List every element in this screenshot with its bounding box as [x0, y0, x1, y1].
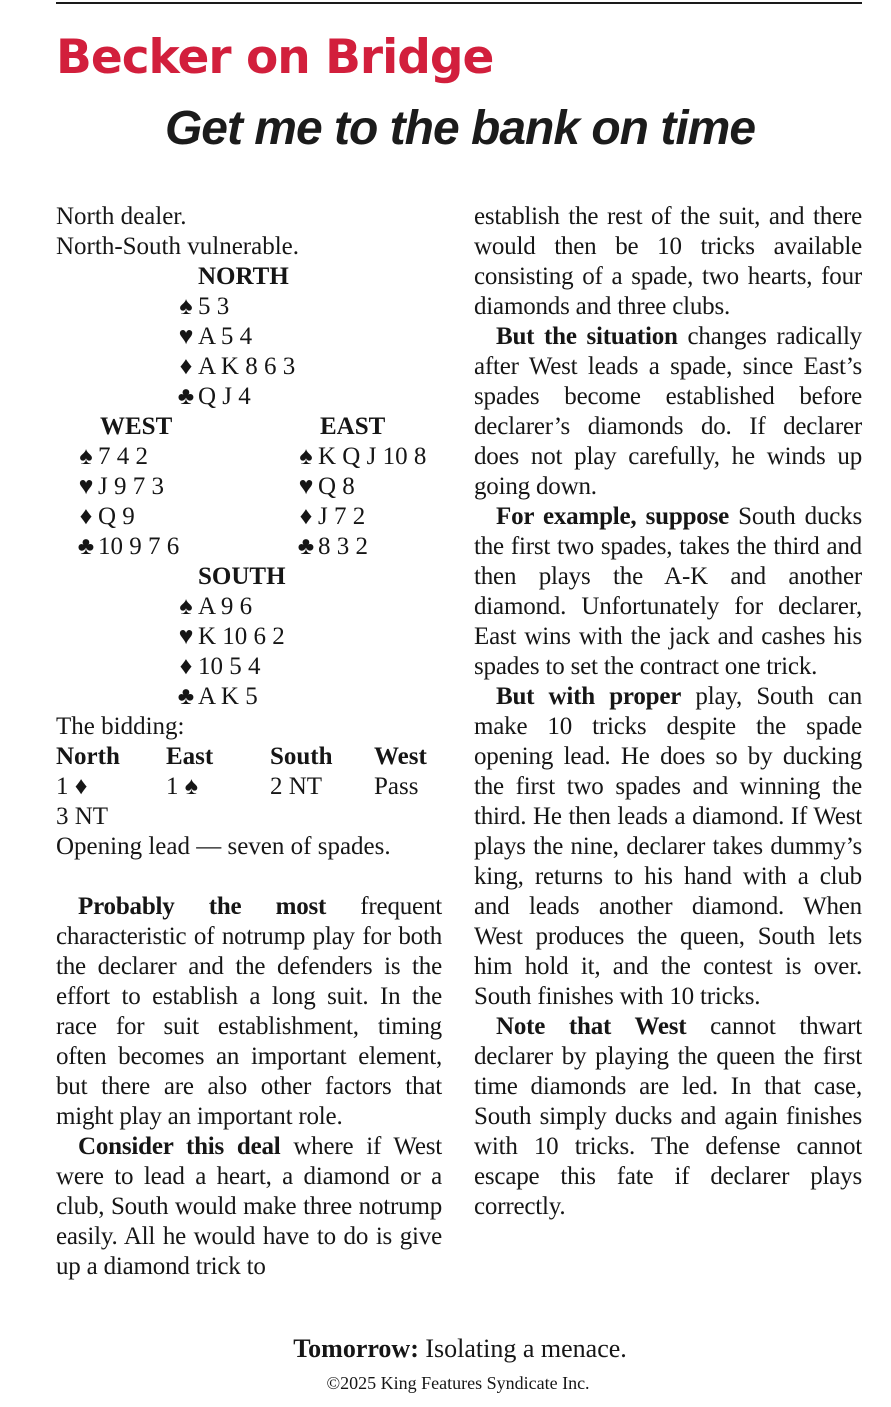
north-spades: ♠ 5 3	[174, 292, 229, 322]
opening-lead: Opening lead — seven of spades.	[56, 833, 391, 860]
spade-icon: ♠	[179, 593, 193, 620]
spade-icon: ♠	[179, 293, 193, 320]
bidding-header-south: South	[270, 743, 333, 770]
bid-north-1: 1 ♦	[56, 773, 88, 800]
south-hearts: ♥ K 10 6 2	[174, 622, 285, 652]
club-icon: ♣	[77, 533, 95, 560]
club-icon: ♣	[297, 533, 315, 560]
paragraph: Note that West cannot thwart declarer by playing the queen the first time diamonds are led. In that case, South simply ducks and again finishes with 10 tricks. The defense cannot escape this fate if declarer plays correctly.	[474, 1013, 862, 1220]
bidding-title: The bidding:	[56, 713, 185, 740]
spade-icon: ♠	[79, 443, 93, 470]
heart-icon: ♥	[78, 473, 94, 500]
bid-north-2: 3 NT	[56, 803, 109, 830]
copyright: ©2025 King Features Syndicate Inc.	[326, 1373, 590, 1393]
east-diamonds: ♦ J 7 2	[294, 502, 365, 532]
heart-icon: ♥	[178, 623, 194, 650]
west-hearts: ♥ J 9 7 3	[74, 472, 164, 502]
heart-icon: ♥	[178, 323, 194, 350]
column-masthead: Becker on Bridge	[56, 30, 494, 85]
east-clubs: ♣ 8 3 2	[294, 532, 368, 562]
diamond-icon: ♦	[299, 503, 313, 530]
paragraph: Probably the most frequent characteristic of notrump play for both the declarer and the defenders is the effort to establish a long suit. In the race for suit establishment, timing often becomes an important element, but there are also other factors that might play an important role.	[56, 893, 442, 1130]
south-spades: ♠ A 9 6	[174, 592, 252, 622]
west-clubs: ♣ 10 9 7 6	[74, 532, 179, 562]
paragraph: But with proper play, South can make 10 tricks despite the spade opening lead. He does so by ducking the first two spades and winning the third. He then leads a diamond. If West plays the nine, declarer takes dummy’s king, returns to his hand with a club and leads another diamond. When West produces the queen, South lets him hold it, and the contest is over. South finishes with 10 tricks.	[474, 683, 863, 1010]
bid-east-1: 1 ♠	[166, 773, 199, 800]
tomorrow-teaser: Tomorrow: Isolating a menace.	[293, 1334, 627, 1363]
left-column-text	[56, 892, 442, 1282]
west-label: WEST	[100, 413, 173, 440]
bid-west-1: Pass	[374, 773, 419, 800]
paragraph-continuation: establish the rest of the suit, and there would then be 10 tricks available consisting of a spade, two hearts, four diamonds and three clubs.	[474, 203, 862, 320]
right-column-text	[474, 202, 862, 1222]
north-diamonds: ♦ A K 8 6 3	[174, 352, 295, 382]
paragraph: Consider this deal where if West were to lead a heart, a diamond or a club, South would make three notrump easily. All he would have to do is give up a diamond trick to	[56, 1133, 442, 1280]
club-icon: ♣	[177, 683, 195, 710]
diamond-icon: ♦	[179, 653, 193, 680]
east-spades: ♠ K Q J 10 8	[294, 442, 426, 472]
bidding-header-east: East	[166, 743, 214, 770]
bid-south-1: 2 NT	[270, 773, 323, 800]
south-diamonds: ♦ 10 5 4	[174, 652, 261, 682]
north-label: NORTH	[198, 263, 289, 290]
bidding-header-west: West	[374, 743, 427, 770]
diamond-icon: ♦	[79, 503, 93, 530]
spade-icon: ♠	[299, 443, 313, 470]
dealer-line: North dealer.	[56, 203, 187, 230]
east-label: EAST	[320, 413, 386, 440]
paragraph: But the situation changes radically after West leads a spade, since East’s spades become established before declarer’s diamonds do. If declarer does not play carefully, he winds up going down.	[474, 323, 862, 500]
north-hearts: ♥ A 5 4	[174, 322, 252, 352]
south-label: SOUTH	[198, 563, 286, 590]
heart-icon: ♥	[298, 473, 314, 500]
north-clubs: ♣ Q J 4	[174, 382, 251, 412]
west-diamonds: ♦ Q 9	[74, 502, 135, 532]
east-hearts: ♥ Q 8	[294, 472, 355, 502]
club-icon: ♣	[177, 383, 195, 410]
south-clubs: ♣ A K 5	[174, 682, 258, 712]
top-rule	[56, 2, 862, 4]
paragraph: For example, suppose South ducks the first two spades, takes the third and then plays the A-K and another diamond. Unfortunately for declarer, East wins with the jack and cashes his spades to set the contract one trick.	[474, 503, 862, 680]
diamond-icon: ♦	[179, 353, 193, 380]
vulnerability-line: North-South vulnerable.	[56, 233, 300, 260]
article-headline: Get me to the bank on time	[164, 102, 756, 155]
bidding-header-north: North	[56, 743, 120, 770]
west-spades: ♠ 7 4 2	[74, 442, 148, 472]
